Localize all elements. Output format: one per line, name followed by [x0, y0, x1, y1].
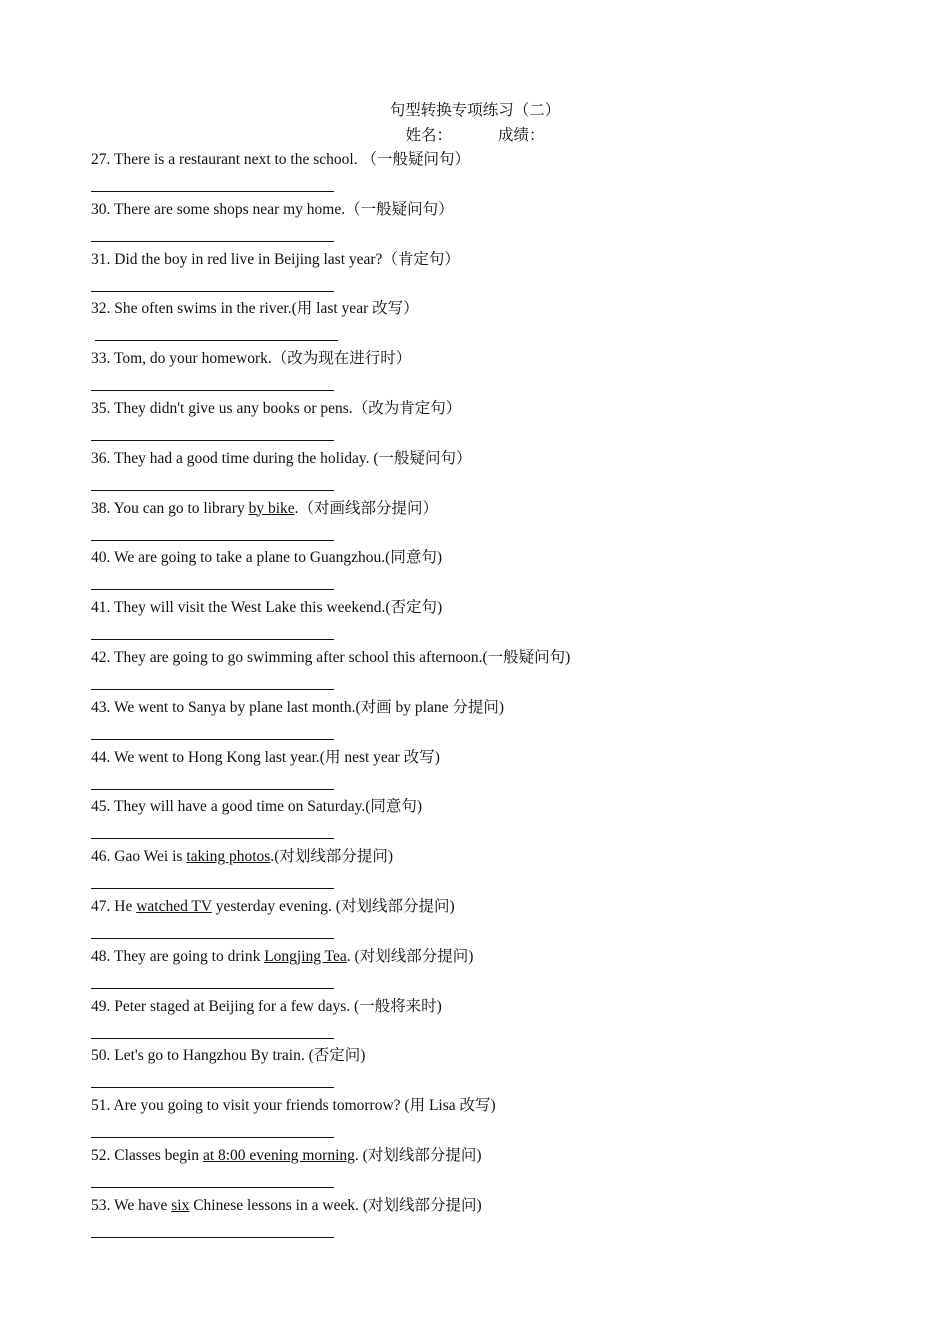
answer-line[interactable] — [91, 988, 334, 989]
question-item — [91, 200, 871, 250]
answer-line[interactable] — [91, 390, 334, 391]
question-item — [91, 1196, 871, 1246]
underlined-phrase: six — [171, 1196, 190, 1214]
question-item — [91, 150, 871, 200]
question-item — [91, 947, 871, 997]
question-item — [91, 748, 871, 798]
answer-line[interactable] — [91, 1187, 334, 1188]
question-text: 51. Are you going to visit your friends tomorrow? (用 Lisa 改写) — [91, 1097, 496, 1115]
question-text: 40. We are going to take a plane to Guangzhou.(同意句) — [91, 549, 442, 567]
question-item — [91, 548, 871, 598]
answer-line[interactable] — [91, 241, 334, 242]
question-item — [91, 1096, 871, 1146]
answer-line[interactable] — [91, 1137, 334, 1138]
answer-line[interactable] — [91, 291, 334, 292]
question-text: 49. Peter staged at Beijing for a few days. (一般将来时) — [91, 997, 442, 1015]
question-text: 48. They are going to drink Longjing Tea. (对划线部分提问) — [91, 947, 474, 965]
question-item — [91, 698, 871, 748]
answer-line[interactable] — [91, 191, 334, 192]
question-text: 52. Classes begin at 8:00 evening morning. (对划线部分提问) — [91, 1146, 482, 1164]
answer-line[interactable] — [95, 340, 338, 341]
answer-line[interactable] — [91, 440, 334, 441]
student-info-line — [0, 126, 950, 146]
worksheet-title: 句型转换专项练习（二） — [389, 102, 561, 119]
question-item — [91, 648, 871, 698]
question-text: 53. We have six Chinese lessons in a week. (对划线部分提问) — [91, 1196, 482, 1214]
name-label: 姓名： — [405, 127, 452, 144]
question-item — [91, 299, 871, 349]
answer-line[interactable] — [91, 1038, 334, 1039]
answer-line[interactable] — [91, 639, 334, 640]
underlined-phrase: taking photos — [186, 848, 271, 866]
question-text: 44. We went to Hong Kong last year.(用 nest year 改写) — [91, 748, 440, 766]
question-item — [91, 897, 871, 947]
question-item — [91, 399, 871, 449]
question-item — [91, 250, 871, 300]
question-item — [91, 499, 871, 549]
question-text: 41. They will visit the West Lake this weekend.(否定句) — [91, 599, 443, 617]
question-item — [91, 449, 871, 499]
question-text: 31. Did the boy in red live in Beijing last year?（肯定句） — [91, 250, 460, 268]
answer-line[interactable] — [91, 540, 334, 541]
question-text: 27. There is a restaurant next to the school. （一般疑问句） — [91, 151, 470, 168]
question-text: 50. Let's go to Hangzhou By train. (否定问) — [91, 1047, 366, 1065]
underlined-phrase: by bike — [248, 499, 295, 517]
question-text: 38. You can go to library by bike.（对画线部分提问） — [91, 499, 439, 517]
question-item — [91, 1046, 871, 1096]
question-text: 30. There are some shops near my home.（一般疑问句） — [91, 200, 454, 218]
answer-line[interactable] — [91, 838, 334, 839]
question-text: 46. Gao Wei is taking photos.(对划线部分提问) — [91, 848, 394, 866]
answer-line[interactable] — [91, 689, 334, 690]
question-text: 45. They will have a good time on Saturday.(同意句) — [91, 798, 423, 816]
question-text: 32. She often swims in the river.(用 last year 改写） — [91, 300, 419, 318]
question-item — [91, 997, 871, 1047]
question-item — [91, 797, 871, 847]
underlined-phrase: watched TV — [136, 897, 212, 915]
question-text: 36. They had a good time during the holiday. (一般疑问句） — [91, 449, 472, 467]
answer-line[interactable] — [91, 938, 334, 939]
answer-line[interactable] — [91, 589, 334, 590]
score-label: 成绩： — [498, 127, 545, 144]
question-text: 47. He watched TV yesterday evening. (对划线部分提问) — [91, 897, 455, 915]
answer-line[interactable] — [91, 789, 334, 790]
underlined-phrase: at 8:00 evening morning — [202, 1146, 355, 1164]
answer-line[interactable] — [91, 490, 334, 491]
question-item — [91, 349, 871, 399]
answer-line[interactable] — [91, 1237, 334, 1238]
question-item — [91, 847, 871, 897]
question-text: 33. Tom, do your homework.（改为现在进行时） — [91, 350, 412, 368]
question-text: 35. They didn't give us any books or pens.（改为肯定句） — [91, 399, 462, 417]
answer-line[interactable] — [91, 888, 334, 889]
answer-line[interactable] — [91, 1087, 334, 1088]
question-text: 43. We went to Sanya by plane last month.(对画 by plane 分提问) — [91, 698, 505, 716]
answer-line[interactable] — [91, 739, 334, 740]
question-list — [91, 150, 871, 1246]
question-item — [91, 1146, 871, 1196]
underlined-phrase: Longjing Tea — [264, 947, 347, 965]
question-text: 42. They are going to go swimming after school this afternoon.(一般疑问句) — [91, 648, 571, 666]
question-item — [91, 598, 871, 648]
